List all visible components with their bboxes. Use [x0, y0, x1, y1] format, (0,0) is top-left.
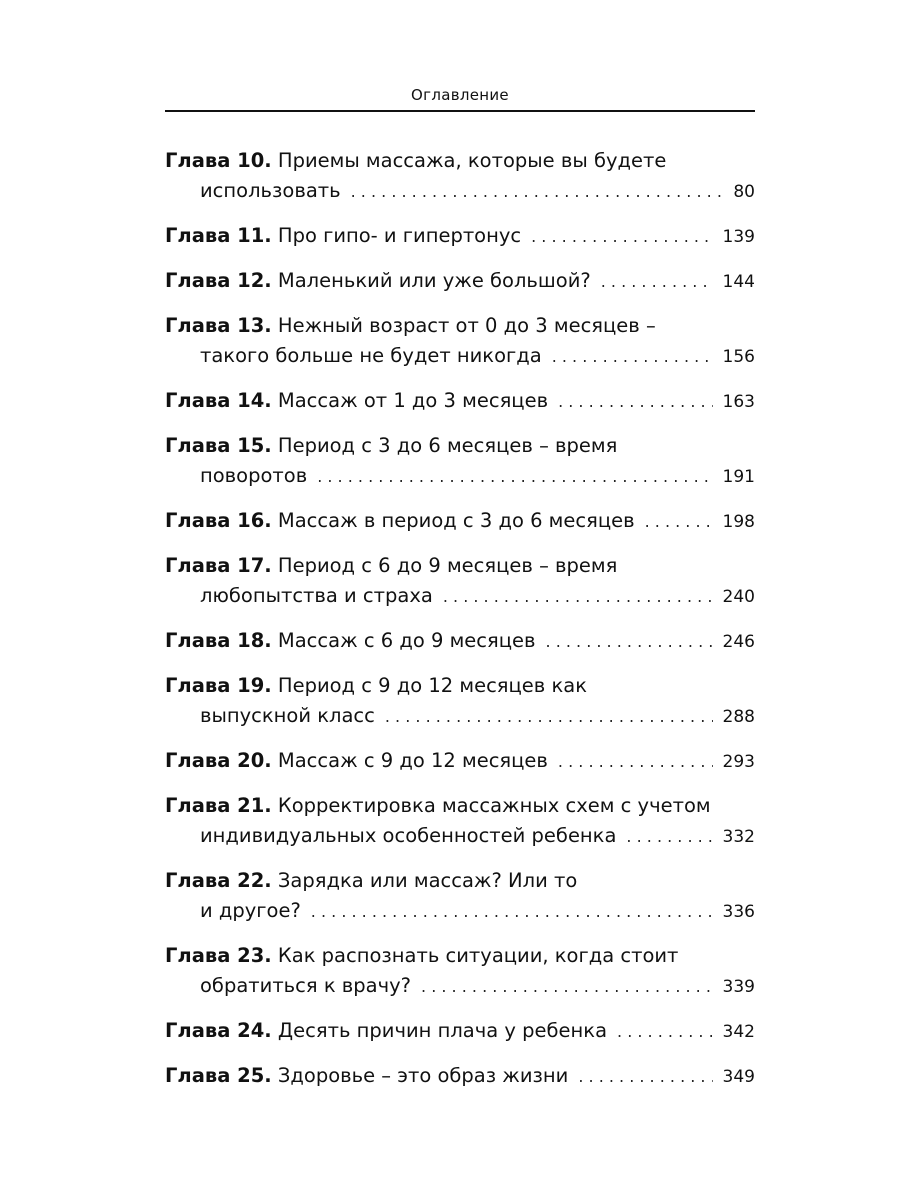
toc-entry [165, 146, 755, 207]
toc-page-number: 198 [722, 512, 755, 532]
toc-chapter-label: Глава 17. [165, 554, 272, 577]
toc-page-number: 339 [722, 977, 755, 997]
toc-page-number: 349 [722, 1067, 755, 1087]
leader-dots [558, 746, 713, 777]
toc-entry [165, 941, 755, 1002]
toc-page-number: 336 [722, 902, 755, 922]
toc-chapter-title: Период с 9 до 12 месяцев как [277, 674, 588, 697]
toc-entry [165, 626, 755, 657]
toc-page-number: 240 [722, 587, 755, 607]
leader-dots [443, 581, 713, 612]
toc-chapter-label: Глава 21. [165, 794, 272, 817]
toc-chapter-label: Глава 13. [165, 314, 272, 337]
toc-chapter-title: Массаж в период с 3 до 6 месяцев [277, 509, 635, 532]
toc-chapter-title: Массаж с 9 до 12 месяцев [277, 749, 548, 772]
toc-page-number: 139 [722, 227, 755, 247]
toc-entry [165, 791, 755, 852]
toc-entry [165, 866, 755, 927]
toc-entry [165, 431, 755, 492]
toc-page-number: 332 [722, 827, 755, 847]
toc-chapter-label: Глава 16. [165, 509, 272, 532]
toc-entry [165, 671, 755, 732]
toc-chapter-title: Как распознать ситуации, когда стоит [277, 944, 679, 967]
toc-page-number: 80 [733, 182, 755, 202]
toc-chapter-label: Глава 18. [165, 629, 272, 652]
leader-dots [558, 386, 712, 417]
running-head: Оглавление [411, 86, 509, 104]
toc-chapter-title-continued: выпускной класс [200, 704, 375, 727]
toc-chapter-title: Приемы массажа, которые вы будете [277, 149, 667, 172]
toc-chapter-title: Массаж с 6 до 9 месяцев [277, 629, 536, 652]
table-of-contents [165, 146, 755, 1106]
toc-chapter-label: Глава 23. [165, 944, 272, 967]
toc-chapter-label: Глава 11. [165, 224, 272, 247]
toc-chapter-title-continued: такого больше не будет никогда [200, 344, 542, 367]
toc-chapter-label: Глава 22. [165, 869, 272, 892]
toc-page-number: 191 [722, 467, 755, 487]
toc-page-number: 342 [722, 1022, 755, 1042]
toc-chapter-title: Период с 3 до 6 месяцев – время [277, 434, 618, 457]
leader-dots [385, 701, 713, 732]
leader-dots [578, 1061, 712, 1092]
toc-entry [165, 221, 755, 252]
toc-entry [165, 386, 755, 417]
toc-entry [165, 746, 755, 777]
toc-chapter-label: Глава 25. [165, 1064, 272, 1087]
leader-dots [421, 971, 713, 1002]
toc-page-number: 293 [722, 752, 755, 772]
toc-entry [165, 1061, 755, 1092]
toc-chapter-title: Корректировка массажных схем с учетом [277, 794, 711, 817]
toc-chapter-label: Глава 19. [165, 674, 272, 697]
leader-dots [645, 506, 713, 537]
toc-page-number: 144 [722, 272, 755, 292]
toc-chapter-label: Глава 10. [165, 149, 272, 172]
toc-entry [165, 311, 755, 372]
toc-page-number: 288 [722, 707, 755, 727]
leader-dots [552, 341, 713, 372]
toc-chapter-label: Глава 12. [165, 269, 272, 292]
leader-dots [531, 221, 712, 252]
toc-chapter-title: Про гипо- и гипертонус [277, 224, 522, 247]
toc-chapter-title-continued: поворотов [200, 464, 308, 487]
toc-entry [165, 266, 755, 297]
leader-dots [311, 896, 713, 927]
toc-chapter-title-continued: и другое? [200, 899, 301, 922]
leader-dots [601, 266, 713, 297]
toc-chapter-title: Массаж от 1 до 3 месяцев [277, 389, 549, 412]
leader-dots [617, 1016, 713, 1047]
header-rule [165, 110, 755, 112]
leader-dots [546, 626, 713, 657]
toc-chapter-title: Здоровье – это образ жизни [277, 1064, 569, 1087]
toc-chapter-label: Глава 20. [165, 749, 272, 772]
toc-chapter-label: Глава 15. [165, 434, 272, 457]
leader-dots [317, 461, 712, 492]
toc-chapter-title-continued: обратиться к врачу? [200, 974, 412, 997]
toc-chapter-title-continued: использовать [200, 179, 341, 202]
toc-chapter-title: Десять причин плача у ребенка [277, 1019, 608, 1042]
toc-chapter-title: Зарядка или массаж? Или то [277, 869, 578, 892]
toc-chapter-title-continued: любопытства и страха [200, 584, 433, 607]
toc-entry [165, 1016, 755, 1047]
toc-page-number: 156 [722, 347, 755, 367]
toc-page-number: 163 [722, 392, 755, 412]
leader-dots [626, 821, 712, 852]
toc-entry [165, 506, 755, 537]
toc-chapter-label: Глава 24. [165, 1019, 272, 1042]
toc-chapter-label: Глава 14. [165, 389, 272, 412]
toc-chapter-title: Нежный возраст от 0 до 3 месяцев – [277, 314, 656, 337]
toc-chapter-title: Период с 6 до 9 месяцев – время [277, 554, 618, 577]
leader-dots [351, 176, 724, 207]
toc-page-number: 246 [722, 632, 755, 652]
toc-chapter-title-continued: индивидуальных особенностей ребенка [200, 824, 617, 847]
toc-chapter-title: Маленький или уже большой? [277, 269, 591, 292]
toc-entry [165, 551, 755, 612]
